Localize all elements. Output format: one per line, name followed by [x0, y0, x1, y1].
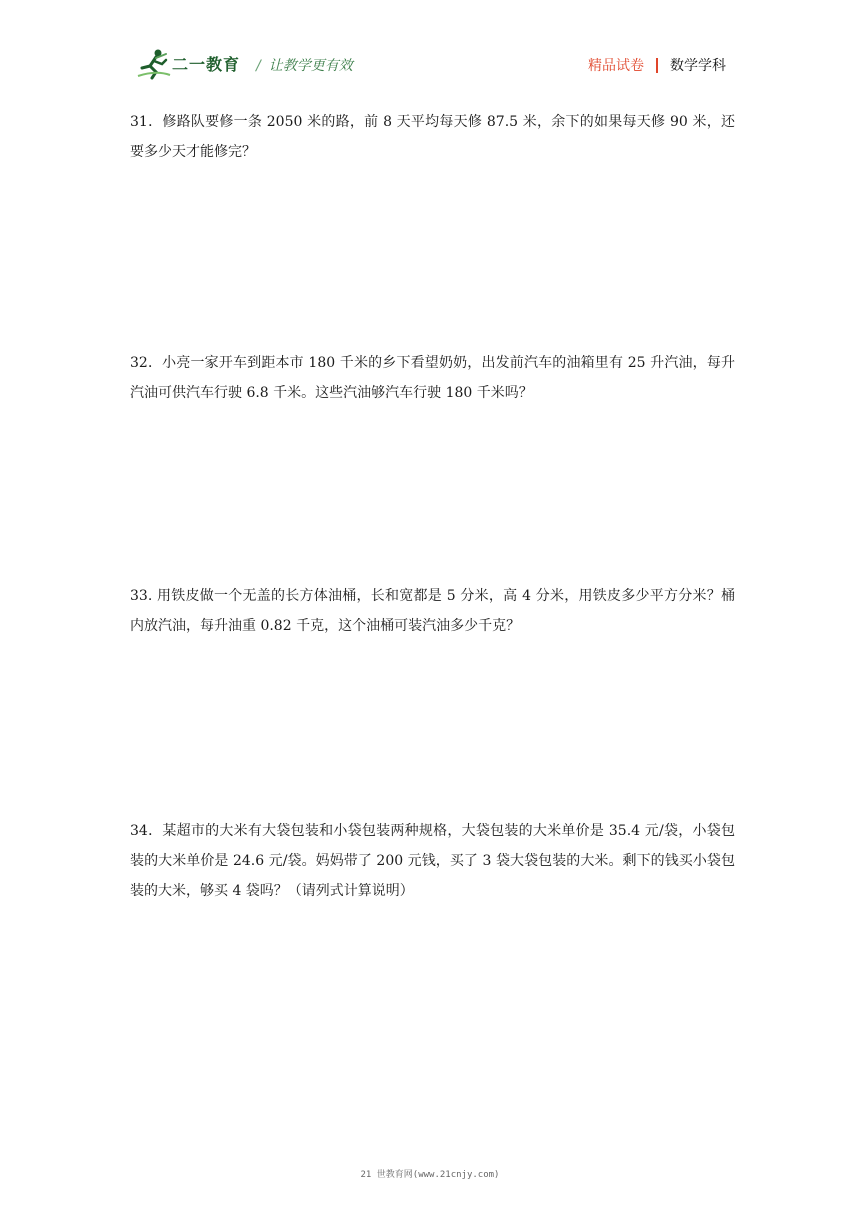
logo-text: 二一教育: [172, 55, 241, 74]
slogan-text: 让教学更有效: [268, 58, 353, 74]
question-32: 32．小亮一家开车到距本市 180 千米的乡下看望奶奶，出发前汽车的油箱里有 25 升汽油，每升汽油可供汽车行驶 6.8 千米。这些汽油够汽车行驶 180 千米吗？: [130, 355, 735, 401]
subject-tag: 数学学科: [670, 58, 726, 74]
question-34: 34．某超市的大米有大袋包装和小袋包装两种规格，大袋包装的大米单价是 35.4 元/袋，小袋包装的大米单价是 24.6 元/袋。妈妈带了 200 元钱，买了 3 袋大袋包装的大米。剩下的钱买小袋包装的大米，够买 4 袋吗？（请列式计算说明）: [130, 823, 735, 899]
question-31: 31．修路队要修一条 2050 米的路，前 8 天平均每天修 87.5 米，余下的如果每天修 90 米，还要多少天才能修完？: [130, 114, 735, 160]
question-33: 33. 用铁皮做一个无盖的长方体油桶，长和宽都是 5 分米，高 4 分米，用铁皮多少平方分米？桶内放汽油，每升油重 0.82 千克，这个油桶可装汽油多少千克？: [130, 588, 735, 634]
slogan-separator: /: [256, 58, 261, 74]
page-header: [0, 0, 860, 90]
slogan: [256, 55, 353, 75]
tag-divider: [656, 58, 658, 73]
page-footer: 21 世教育网(www.21cnjy.com): [360, 1170, 500, 1180]
header-tags: [588, 55, 726, 75]
quality-tag: 精品试卷: [588, 58, 644, 74]
